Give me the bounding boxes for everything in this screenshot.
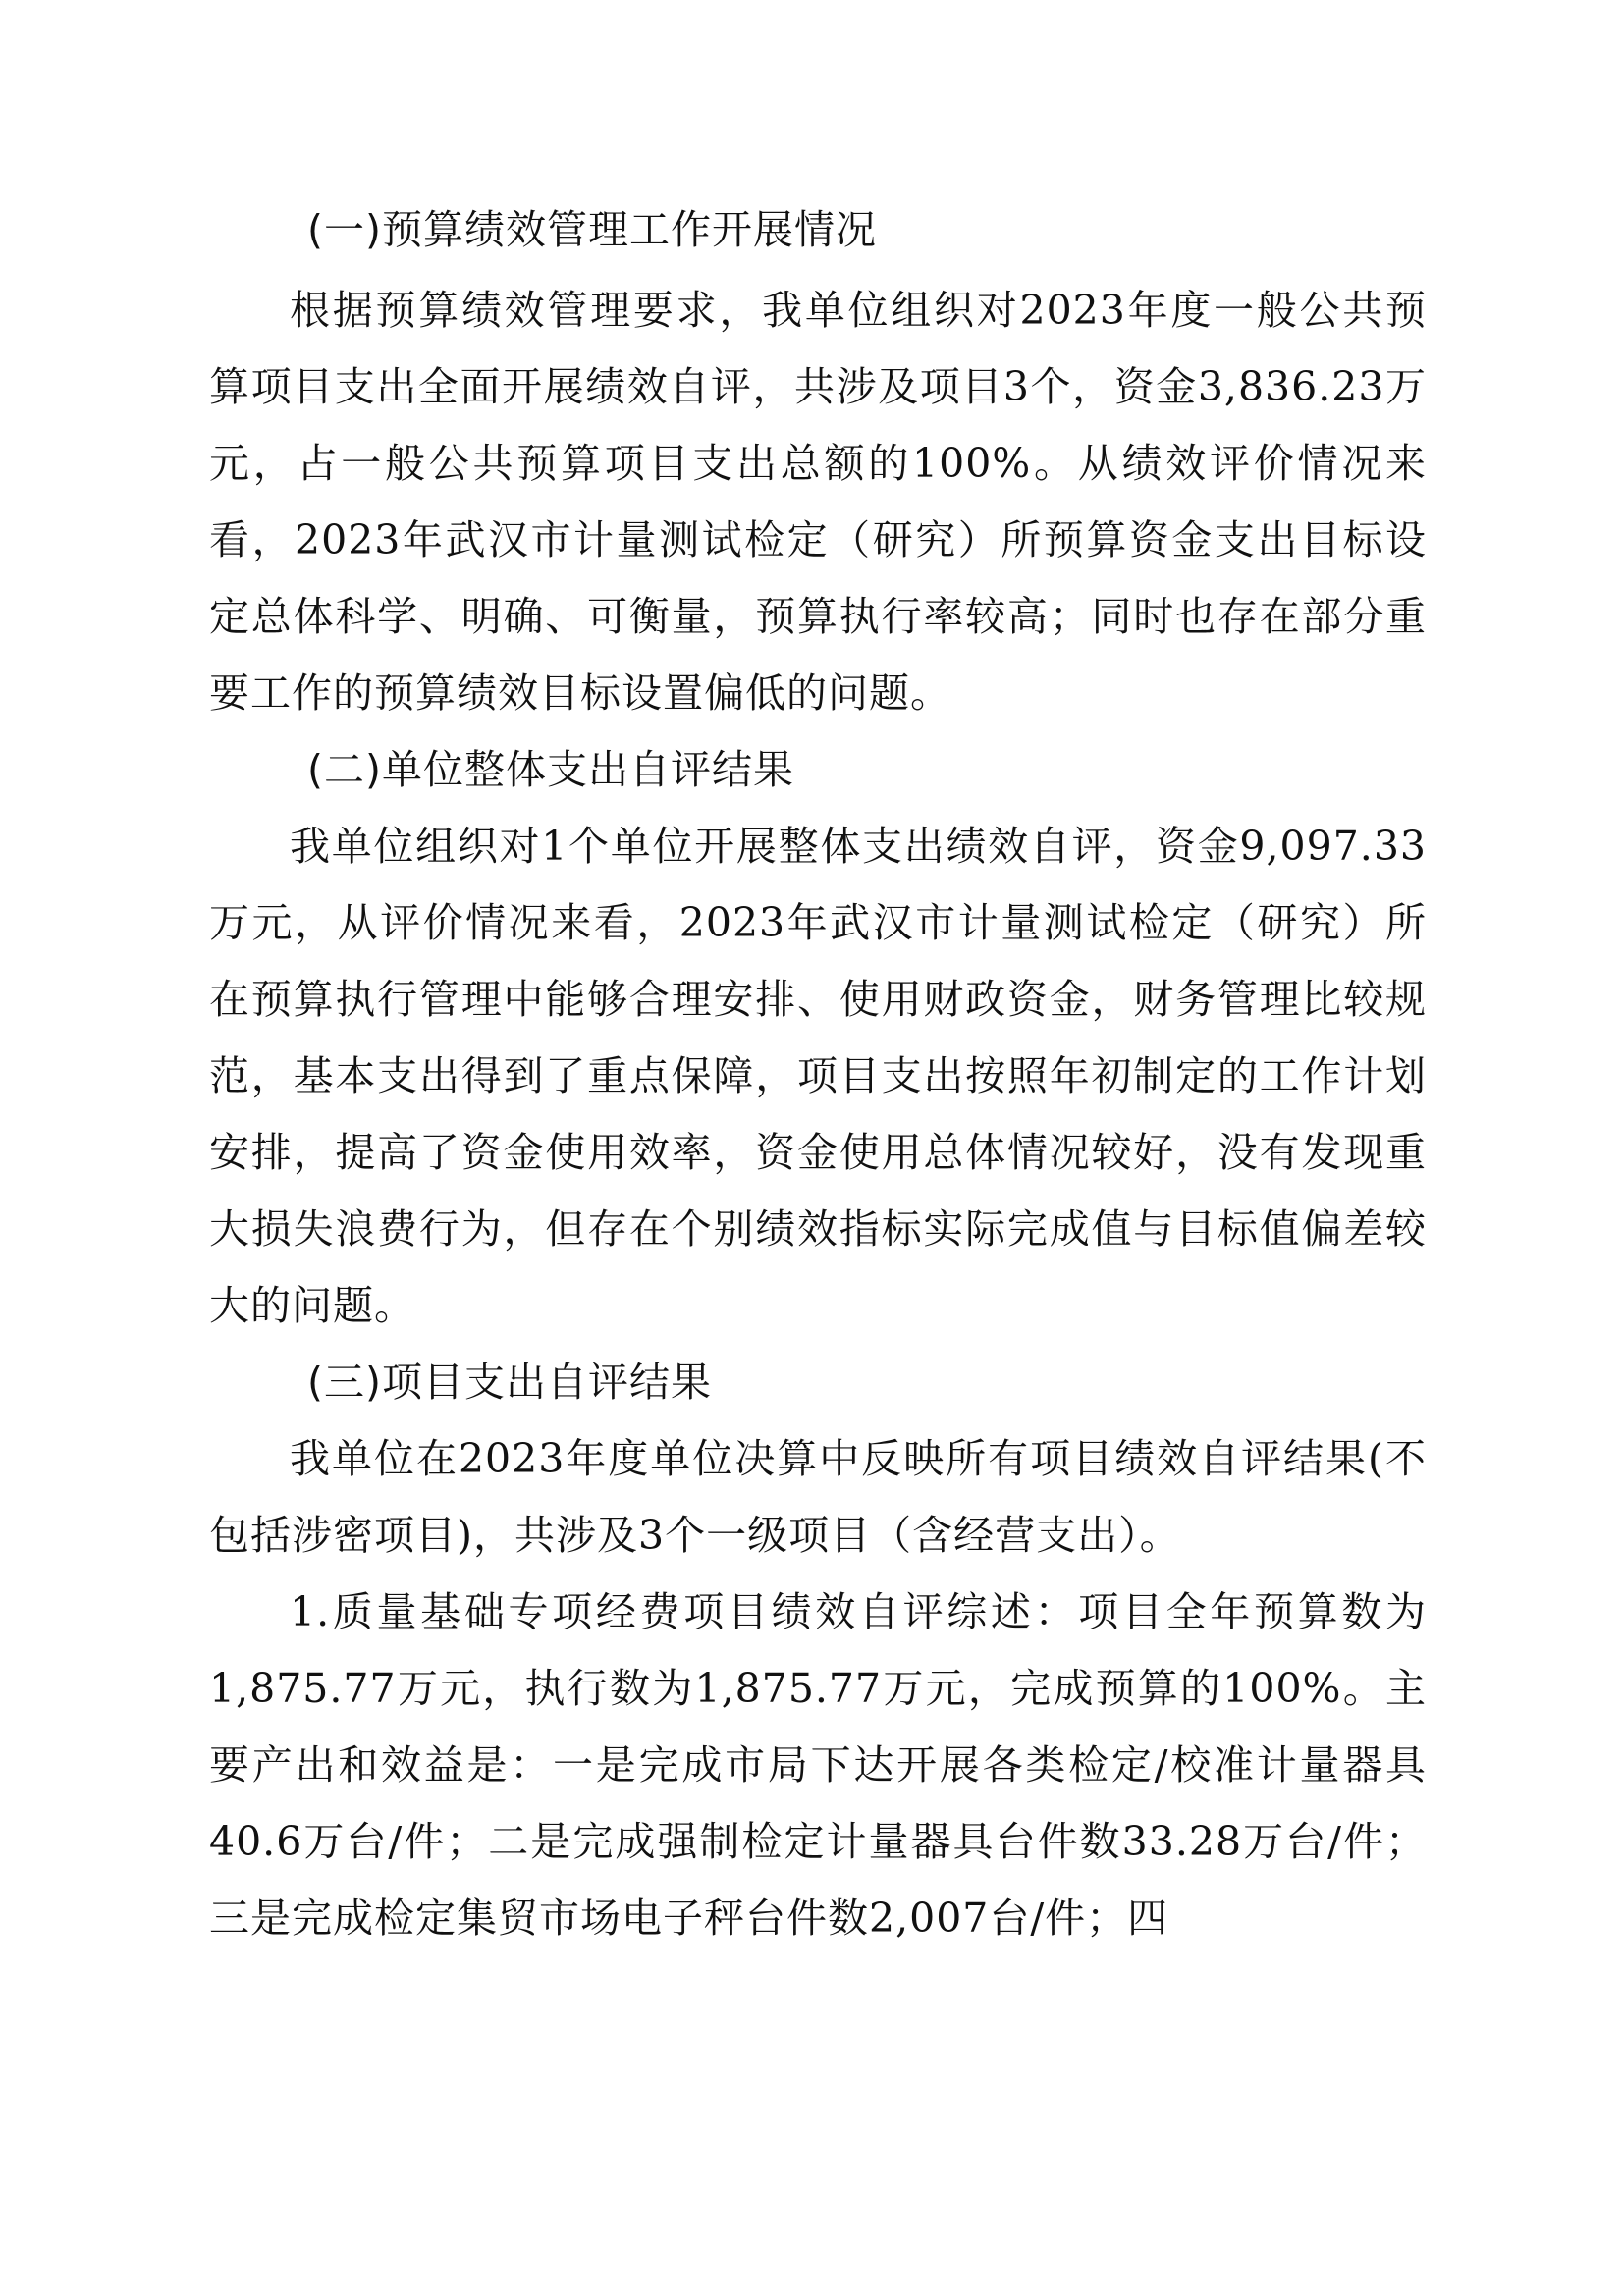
section-3-paragraph-1: 我单位在2023年度单位决算中反映所有项目绩效自评结果(不包括涉密项目)，共涉及3个一级项目（含经营支出）。 (209, 1435, 1427, 1559)
section-2-heading: (二)单位整体支出自评结果 (307, 746, 794, 793)
document-body (209, 191, 1427, 1956)
section-1-paragraph: 根据预算绩效管理要求，我单位组织对2023年度一般公共预算项目支出全面开展绩效自评，共涉及项目3个，资金3,836.23万元，占一般公共预算项目支出总额的100%。从绩效评价情况来看，2023年武汉市计量测试检定（研究）所预算资金支出目标设定总体科学、明确、可衡量，预算执行率较高；同时也存在部分重要工作的预算绩效目标设置偏低的问题。 (209, 287, 1427, 717)
section-3-heading: (三)项目支出自评结果 (307, 1359, 712, 1406)
section-3-paragraph-2: 1.质量基础专项经费项目绩效自评综述：项目全年预算数为1,875.77万元，执行数为1,875.77万元，完成预算的100%。主要产出和效益是：一是完成市局下达开展各类检定/校准计量器具40.6万台/件；二是完成强制检定计量器具台件数33.28万台/件；三是完成检定集贸市场电子秤台件数2,007台/件；四 (209, 1588, 1427, 1942)
section-2-paragraph: 我单位组织对1个单位开展整体支出绩效自评，资金9,097.33万元，从评价情况来看，2023年武汉市计量测试检定（研究）所在预算执行管理中能够合理安排、使用财政资金，财务管理比较规范，基本支出得到了重点保障，项目支出按照年初制定的工作计划安排，提高了资金使用效率，资金使用总体情况较好，没有发现重大损失浪费行为，但存在个别绩效指标实际完成值与目标值偏差较大的问题。 (209, 823, 1427, 1329)
section-1-heading: (一)预算绩效管理工作开展情况 (307, 206, 877, 253)
